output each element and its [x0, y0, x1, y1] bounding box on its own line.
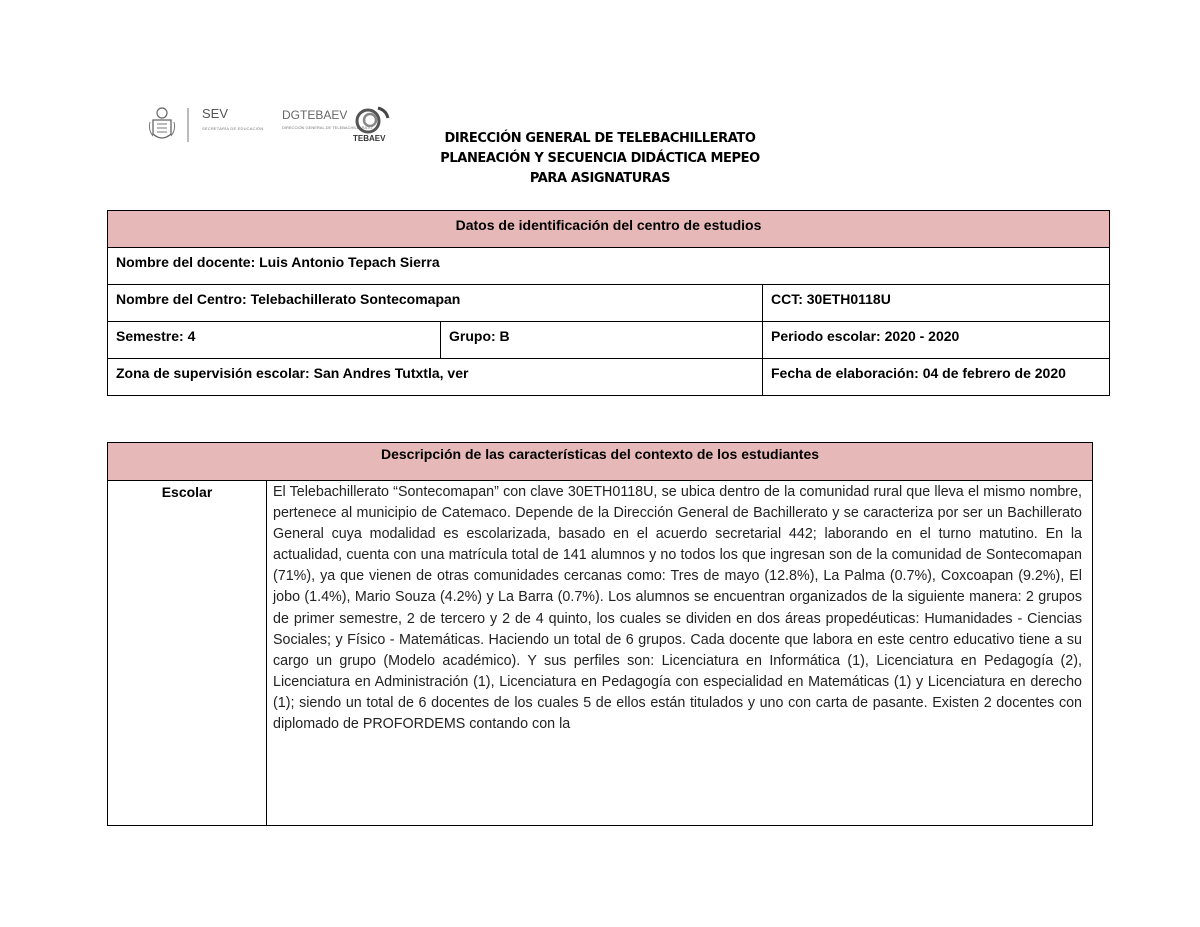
fecha-cell: Fecha de elaboración: 04 de febrero de 2020	[763, 359, 1110, 396]
context-table	[107, 442, 1093, 826]
identification-table	[107, 210, 1110, 396]
heading-line-1: DIRECCIÓN GENERAL DE TELEBACHILLERATO	[444, 131, 756, 146]
dgtebaev-logo-subtext: DIRECCIÓN GENERAL DE TELEBACHILLERATO	[282, 125, 373, 130]
document-heading	[0, 129, 1200, 189]
grupo-cell: Grupo: B	[441, 322, 763, 359]
sev-logo-subtext: SECRETARÍA DE EDUCACIÓN	[202, 126, 264, 131]
heading-line-2: PLANEACIÓN Y SECUENCIA DIDÁCTICA MEPEO	[440, 151, 760, 166]
zona-cell: Zona de supervisión escolar: San Andres Tutxtla, ver	[108, 359, 763, 396]
docente-cell: Nombre del docente: Luis Antonio Tepach Sierra	[108, 248, 1110, 285]
dgtebaev-logo-text: DGTEBAEV	[282, 108, 348, 122]
semestre-cell: Semestre: 4	[108, 322, 441, 359]
periodo-cell: Periodo escolar: 2020 - 2020	[763, 322, 1110, 359]
context-description: El Telebachillerato “Sontecomapan” con clave 30ETH0118U, se ubica dentro de la comunidad rural que lleva el mismo nombre, pertenece al municipio de Catemaco. Depende de la Dirección General de Bachillerato y se caracteriza por ser un Bachillerato General cuya modalidad es escolarizada, basado en el acuerdo secretarial 442; laborando en el turno matutino. En la actualidad, cuenta con una matrícula total de 141 alumnos y no todos los que ingresan son de la comunidad de Sontecomapan (71%), ya que vienen de otras comunidades cercanas como: Tres de mayo (12.8%), La Palma (0.7%), Coxcoapan (9.2%), El jobo (1.4%), Mario Souza (4.2%) y La Barra (0.7%). Los alumnos se encuentran organizados de la siguiente manera: 2 grupos de primer semestre, 2 de tercero y 2 de 4 quinto, los cuales se dividen en dos áreas propedéuticas: Humanidades - Ciencias Sociales; y Físico - Matemáticas. Haciendo un total de 6 grupos. Cada docente que labora en este centro educativo tiene a su cargo un grupo (Modelo académico). Y sus perfiles son: Licenciatura en Informática (1), Licenciatura en Pedagogía (2), Licenciatura en Administración (1), Licenciatura en Pedagogía con especialidad en Matemáticas (1) y Licenciatura en derecho (1); siendo un total de 6 docentes de los cuales 5 de ellos están titulados y uno con carta de pasante. Existen 2 docentes con diplomado de PROFORDEMS contando con la	[267, 481, 1093, 826]
context-label-escolar: Escolar	[108, 481, 267, 826]
tebaev-logo-text: TEBAEV	[353, 134, 386, 143]
heading-line-3: PARA ASIGNATURAS	[529, 171, 671, 186]
context-table-title: Descripción de las características del contexto de los estudiantes	[108, 443, 1093, 481]
cct-cell: CCT: 30ETH0118U	[763, 285, 1110, 322]
sev-logo-text: SEV	[202, 106, 229, 121]
centro-cell: Nombre del Centro: Telebachillerato Sontecomapan	[108, 285, 763, 322]
identification-table-title: Datos de identificación del centro de estudios	[108, 211, 1110, 248]
